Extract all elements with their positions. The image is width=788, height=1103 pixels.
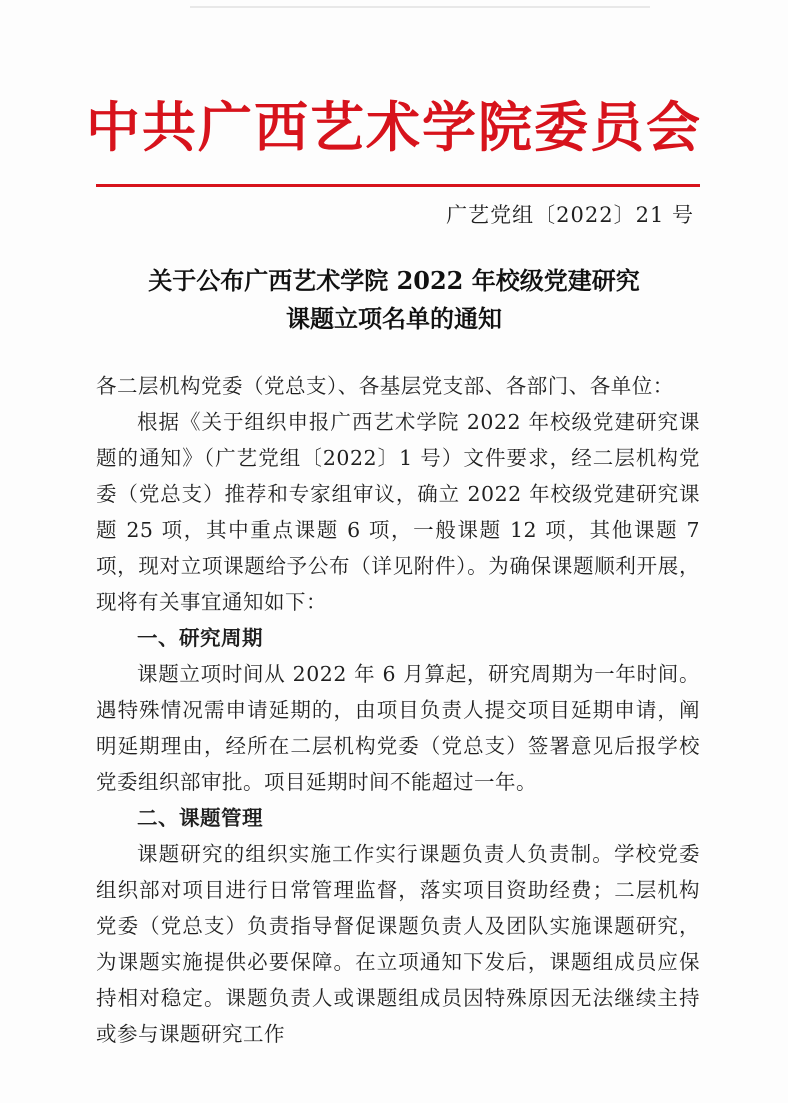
- research-period-paragraph: 课题立项时间从 2022 年 6 月算起，研究周期为一年时间。遇特殊情况需申请延期的，由项目负责人提交项目延期申请，阐明延期理由，经所在二层机构党委（党总支）签署意见后报学校党委组织部审批。项目延期时间不能超过一年。: [96, 662, 700, 794]
- section-heading-research-period: 一、研究周期: [137, 626, 263, 650]
- intro-paragraph: 根据《关于组织申报广西艺术学院 2022 年校级党建研究课题的通知》（广艺党组〔2022〕1 号）文件要求，经二层机构党委（党总支）推荐和专家组审议，确立 2022 年校级党建研究课题 25 项，其中重点课题 6 项，一般课题 12 项，其他课题 7 项，现对立项课题给予公布（详见附件）。为确保课题顺利开展，现将有关事宜通知如下：: [96, 410, 700, 614]
- document-body: [96, 368, 700, 1052]
- salutation: 各二层机构党委（党总支）、各基层党支部、各部门、各单位：: [96, 374, 674, 398]
- issuing-organization-title: 中共广西艺术学院委员会: [86, 96, 702, 159]
- document-title-line-2: 课题立项名单的通知: [286, 304, 502, 333]
- document-title-line-1: 关于公布广西艺术学院 2022 年校级党建研究: [148, 266, 640, 295]
- section-heading-project-management: 二、课题管理: [137, 806, 263, 830]
- document-title: [0, 262, 788, 338]
- scan-artifact-line: [190, 6, 650, 8]
- red-header-rule: [96, 184, 700, 187]
- project-management-paragraph: 课题研究的组织实施工作实行课题负责人负责制。学校党委组织部对项目进行日常管理监督，落实项目资助经费；二层机构党委（党总支）负责指导督促课题负责人及团队实施课题研究，为课题实施提供必要保障。在立项通知下发后，课题组成员应保持相对稳定。课题负责人或课题组成员因特殊原因无法继续主持或参与课题研究工作: [96, 842, 700, 1046]
- document-number: 广艺党组〔2022〕21 号: [446, 203, 694, 227]
